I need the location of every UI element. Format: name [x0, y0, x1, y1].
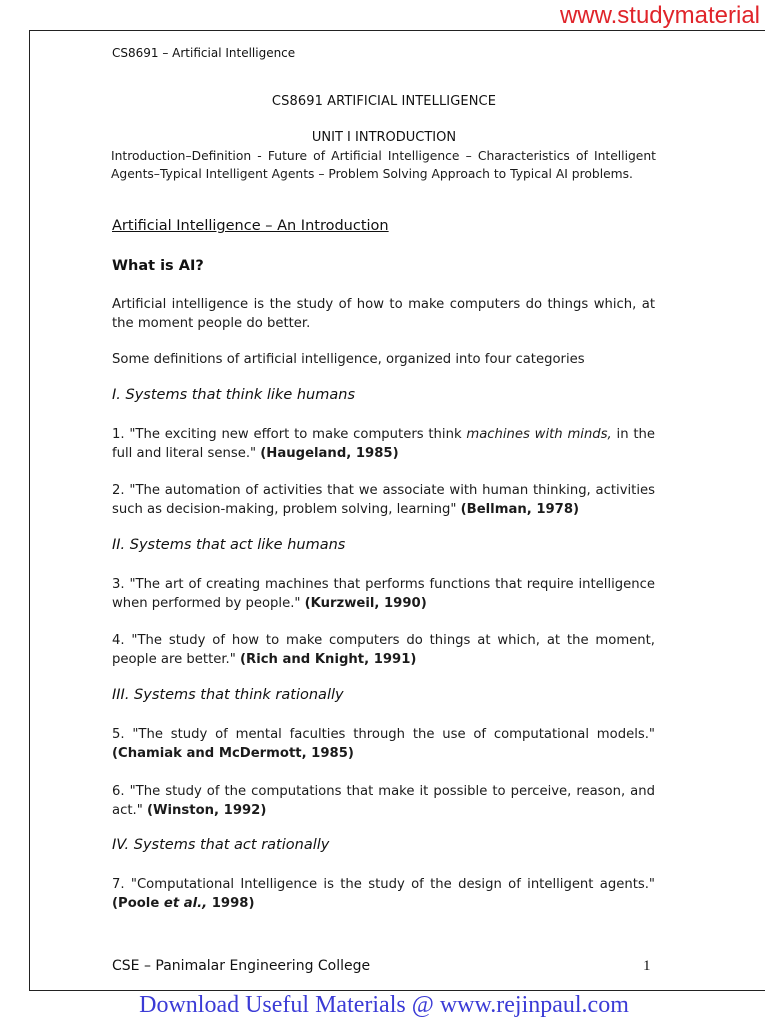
category-heading: IV. Systems that act rationally — [112, 837, 330, 853]
definition-text: 2. "The automation of activities that we associate with human thinking, activities such as decision-making, problem solving, learning" — [112, 483, 655, 517]
watermark-top: www.studymaterial — [559, 2, 760, 29]
definition-citation: (Kurzweil, 1990) — [304, 596, 427, 611]
citation-author: (Poole — [112, 896, 164, 911]
definition-citation: (Bellman, 1978) — [460, 502, 580, 517]
definition-item — [112, 782, 655, 820]
citation-etal: et al., — [163, 896, 208, 911]
definition-item — [112, 425, 655, 463]
unit-syllabus: Introduction–Definition - Future of Artificial Intelligence – Characteristics of Intelligent Agents–Typical Intelligent Agents – Problem Solving Approach to Typical AI problems. — [111, 149, 656, 181]
definitions-intro: Some definitions of artificial intelligence, organized into four categories — [112, 352, 585, 367]
intro-paragraph: Artificial intelligence is the study of how to make computers do things which, at the moment people do better. — [112, 297, 655, 331]
section-subheading: What is AI? — [112, 258, 204, 274]
watermark-bottom-link[interactable]: Download Useful Materials @ www.rejinpaul.com — [139, 992, 629, 1018]
definition-text: 4. "The study of how to make computers do things at which, at the moment, people are better." — [112, 633, 655, 667]
definition-text: 6. "The study of the computations that make it possible to perceive, reason, and act." — [112, 784, 655, 818]
definition-text: 7. "Computational Intelligence is the study of the design of intelligent agents." — [112, 877, 655, 892]
header-course-title: CS8691 – Artificial Intelligence — [112, 46, 296, 60]
page-number: 1 — [643, 958, 651, 974]
definition-item — [112, 631, 655, 669]
definition-item — [112, 725, 655, 763]
category-heading: I. Systems that think like humans — [112, 387, 356, 403]
definition-text: 3. "The art of creating machines that performs functions that require intelligence when performed by people." — [112, 577, 655, 611]
definition-citation — [112, 896, 254, 911]
definition-citation: (Rich and Knight, 1991) — [240, 652, 417, 667]
definition-item — [112, 875, 655, 913]
definition-text: in the full and literal sense." — [112, 427, 655, 461]
definition-text: 1. "The exciting new effort to make computers think — [112, 427, 467, 442]
section-heading: Artificial Intelligence – An Introduction — [112, 218, 389, 234]
definition-citation: (Chamiak and McDermott, 1985) — [112, 746, 354, 761]
category-heading: III. Systems that think rationally — [112, 687, 344, 703]
category-heading: II. Systems that act like humans — [112, 537, 346, 553]
citation-year: 1998) — [207, 896, 255, 911]
document-title: CS8691 ARTIFICIAL INTELLIGENCE — [271, 94, 497, 109]
definition-citation: (Haugeland, 1985) — [260, 446, 399, 461]
definition-item — [112, 575, 655, 613]
unit-title: UNIT I INTRODUCTION — [311, 130, 457, 145]
definition-text: 5. "The study of mental faculties through the use of computational models." — [112, 727, 655, 742]
definition-citation: (Winston, 1992) — [146, 803, 267, 818]
definition-item — [112, 481, 655, 519]
definition-emphasis: machines with minds, — [466, 427, 612, 442]
footer-college: CSE – Panimalar Engineering College — [112, 958, 371, 974]
